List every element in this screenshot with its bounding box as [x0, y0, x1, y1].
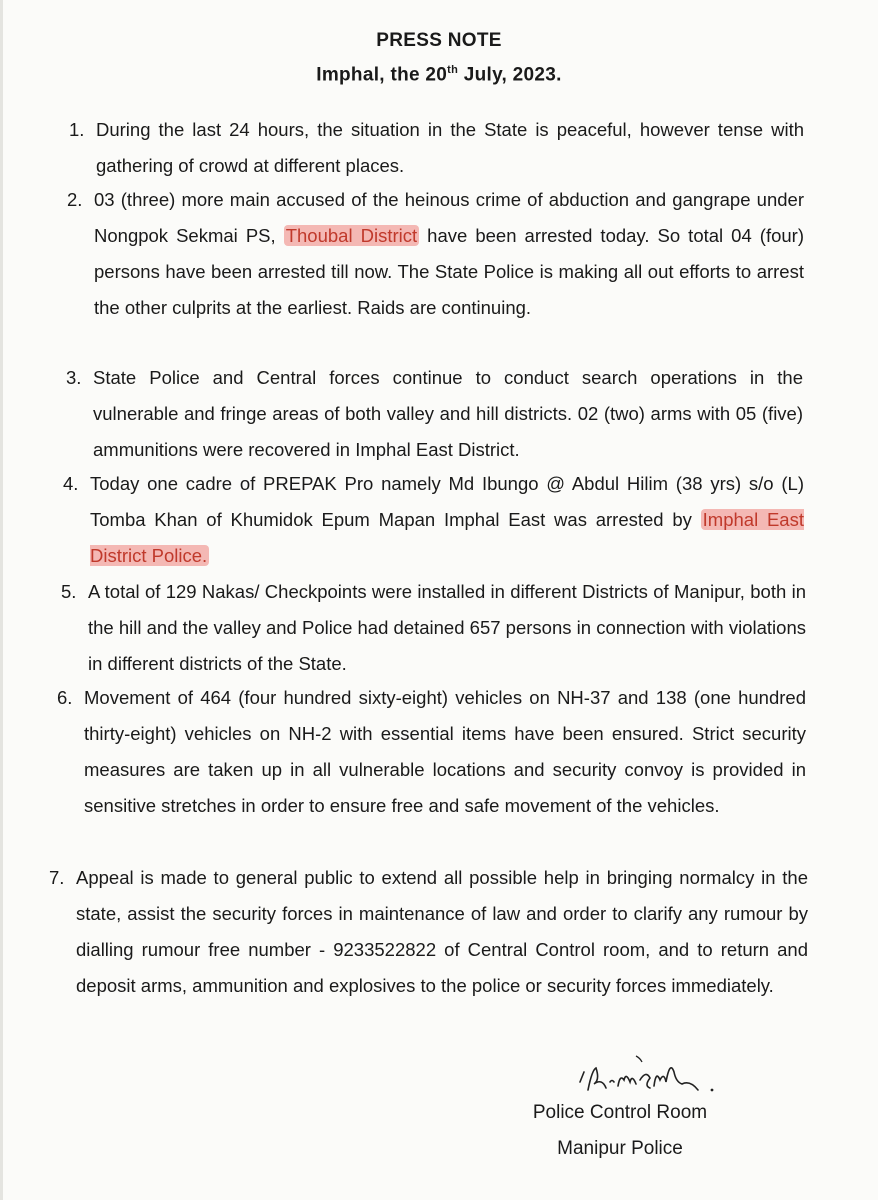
press-note-title: PRESS NOTE [376, 30, 502, 51]
date-superscript: th [447, 64, 459, 76]
signatory-office: Police Control Room [532, 1102, 708, 1123]
list-item-1 [69, 112, 804, 184]
item-text-body: State Police and Central forces continue to conduct search operations in the vulnerable and fringe areas of both valley and hill districts. 02 (two) arms with 05 (five) ammunitions were recovered in Imphal East District. [93, 367, 803, 460]
list-item-3 [66, 360, 803, 468]
item-number: 3. [66, 367, 82, 388]
item-text [76, 860, 808, 1004]
item-number: 7. [49, 867, 65, 888]
press-note-date [0, 64, 878, 86]
list-item-5 [61, 574, 806, 682]
scan-edge [0, 0, 3, 1200]
item-text-body: 03 (three) more main accused of the heinous crime of abduction and gangrape under Nongpok Sekmai PS, [94, 189, 804, 246]
highlight-imphal-east-police: Imphal East District Police. [90, 509, 804, 566]
highlight-thoubal-district: Thoubal District [285, 225, 418, 246]
signatory-department: Manipur Police [557, 1138, 683, 1159]
item-text [84, 680, 806, 824]
item-text [90, 466, 804, 574]
item-number: 6. [57, 687, 73, 708]
item-text-continued: have been arrested today. So total 04 (four) persons have been arrested till now. The State Police is making all out efforts to arrest the other culprits at the earliest. Raids are continuing. [94, 225, 805, 318]
item-text-body: During the last 24 hours, the situation in the State is peaceful, however tense with gathering of crowd at different places. [96, 119, 804, 176]
item-text [94, 182, 804, 326]
handwritten-signature [572, 1050, 752, 1100]
item-number: 4. [63, 473, 79, 494]
date-prefix: Imphal, the 20 [316, 64, 448, 86]
item-text [88, 574, 806, 682]
date-suffix: July, 2023. [458, 64, 562, 86]
item-text-body: Movement of 464 (four hundred sixty-eight) vehicles on NH-37 and 138 (one hundred thirty-eight) vehicles on NH-2 with essential items have been ensured. Strict security measures are taken up in all vulnerable locations and security convoy is provided in sensitive stretches in order to ensure free and safe movement of the vehicles. [84, 687, 806, 816]
item-number: 5. [61, 581, 77, 602]
item-number: 2. [67, 189, 83, 210]
item-text-body: Appeal is made to general public to extend all possible help in bringing normalcy in the state, assist the security forces in maintenance of law and order to clarify any rumour by dialling rumour free number - 9233522822 of Central Control room, and to return and deposit arms, ammunition and explosives to the police or security forces immediately. [76, 867, 808, 996]
list-item-6 [57, 680, 806, 824]
list-item-2 [67, 182, 805, 326]
item-text-body: A total of 129 Nakas/ Checkpoints were installed in different Districts of Manipur, both in the hill and the valley and Police had detained 657 persons in connection with violations in different districts of the State. [88, 581, 806, 674]
list-item-4 [63, 466, 804, 574]
item-text [93, 360, 803, 468]
list-item-7 [49, 860, 808, 1004]
item-text [96, 112, 804, 184]
item-number: 1. [69, 119, 85, 140]
item-text-body: Today one cadre of PREPAK Pro namely Md Ibungo @ Abdul Hilim (38 yrs) s/o (L) Tomba Khan of Khumidok Epum Mapan Imphal East was arrested by [90, 473, 804, 530]
